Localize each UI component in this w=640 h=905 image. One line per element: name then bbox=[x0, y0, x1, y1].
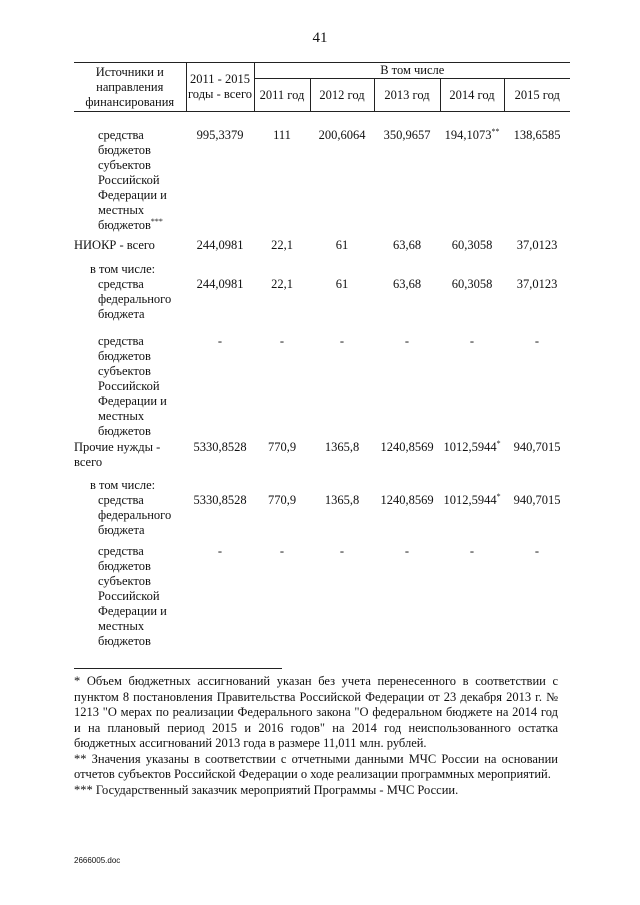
header-year-2015: 2015 год bbox=[504, 79, 570, 112]
table-row bbox=[74, 238, 570, 262]
header-year-2014: 2014 год bbox=[440, 79, 504, 112]
row-total: 995,3379 bbox=[196, 127, 244, 142]
footnote-divider bbox=[74, 668, 282, 669]
row-value-2013: 63,68 bbox=[392, 276, 422, 291]
row-value-2014: 60,3058 bbox=[451, 237, 493, 252]
row-value-2013: 63,68 bbox=[392, 237, 422, 252]
row-label: Прочие нужды - всего bbox=[74, 439, 161, 469]
page-number: 41 bbox=[312, 30, 328, 46]
row-label: в том числе: средства федерального бюджета bbox=[74, 478, 186, 544]
table-row bbox=[74, 544, 570, 649]
table-row bbox=[74, 334, 570, 440]
row-label-prefix: в том числе: bbox=[90, 261, 156, 276]
row-label: средства бюджетов субъектов Российской Федерации и местных бюджетов bbox=[98, 333, 167, 438]
row-value-2012: - bbox=[339, 543, 345, 558]
table-row bbox=[74, 128, 570, 238]
row-total: 244,0981 bbox=[196, 276, 244, 291]
row-value-2015: - bbox=[534, 333, 540, 348]
row-value-2014: - bbox=[469, 333, 475, 348]
row-value-2014: 60,3058 bbox=[451, 276, 493, 291]
row-value-2013: - bbox=[404, 333, 410, 348]
row-value-2014: 1012,5944* bbox=[443, 491, 501, 507]
row-value-2015: - bbox=[534, 543, 540, 558]
row-value-2011: 770,9 bbox=[267, 439, 297, 454]
row-value-2014: 194,1073** bbox=[444, 126, 500, 142]
row-value-2015: 138,6585 bbox=[513, 127, 561, 142]
row-value-2015: 940,7015 bbox=[513, 492, 561, 507]
row-value-2011: 770,9 bbox=[267, 492, 297, 507]
row-label: НИОКР - всего bbox=[74, 237, 155, 252]
header-year-2012: 2012 год bbox=[310, 79, 374, 112]
document-code: 2666005.doc bbox=[74, 856, 121, 865]
footnote-2: ** Значения указаны в соответствии с отчетными данными МЧС России на основании отчетов субъектов Российской Федерации о ходе реализации программных мероприятий. bbox=[74, 751, 558, 781]
row-value-2015: 940,7015 bbox=[513, 439, 561, 454]
header-source: Источники и направления финансирования bbox=[74, 63, 186, 112]
row-total: - bbox=[217, 333, 223, 348]
footnote-1: * Объем бюджетных ассигнований указан без учета перенесенного в соответствии с пунктом 8 постановления Правительства Российской Федерации от 23 декабря 2013 г. № 1213 "О мерах по реализации Федерального закона "О федеральном бюджете на 2014 год и на плановый период 2015 и 2016 годов" на 2014 год неиспользованного остатка бюджетных ассигнований 2013 года в размере 11,011 млн. рублей. bbox=[74, 674, 558, 750]
header-year-2011: 2011 год bbox=[254, 79, 310, 112]
row-value-2011: 111 bbox=[273, 127, 291, 142]
table-row bbox=[74, 478, 570, 544]
row-label: средства бюджетов субъектов Российской Федерации и местных бюджетов bbox=[98, 543, 167, 648]
row-value-2012: 200,6064 bbox=[318, 127, 366, 142]
row-value-2011: 22,1 bbox=[271, 276, 293, 291]
row-label: в том числе: средства федерального бюджета bbox=[74, 262, 186, 334]
footnotes bbox=[74, 674, 558, 798]
row-value-2014: 1012,5944* bbox=[443, 438, 501, 454]
row-value-2013: 1240,8569 bbox=[380, 492, 434, 507]
table-row bbox=[74, 440, 570, 478]
row-value-2013: - bbox=[404, 543, 410, 558]
row-total: 244,0981 bbox=[196, 237, 244, 252]
row-value-2013: 350,9657 bbox=[383, 127, 431, 142]
row-label-prefix: в том числе: bbox=[90, 477, 156, 492]
row-value-2012: - bbox=[339, 333, 345, 348]
row-value-2012: 61 bbox=[335, 237, 349, 252]
row-total: 5330,8528 bbox=[193, 492, 247, 507]
row-value-2012: 1365,8 bbox=[324, 439, 360, 454]
row-value-2014: - bbox=[469, 543, 475, 558]
row-value-2013: 1240,8569 bbox=[380, 439, 434, 454]
row-value-2012: 61 bbox=[335, 276, 349, 291]
row-label: средства бюджетов субъектов Российской Федерации и местных бюджетов*** bbox=[98, 127, 167, 232]
table-row bbox=[74, 262, 570, 334]
footnote-3: *** Государственный заказчик мероприятий Программы - МЧС России. bbox=[74, 782, 459, 797]
header-including: В том числе bbox=[254, 63, 570, 79]
header-year-2013: 2013 год bbox=[374, 79, 440, 112]
financing-table bbox=[74, 62, 570, 649]
header-total: 2011 - 2015 годы - всего bbox=[186, 63, 254, 112]
row-value-2015: 37,0123 bbox=[516, 237, 558, 252]
row-value-2012: 1365,8 bbox=[324, 492, 360, 507]
row-value-2015: 37,0123 bbox=[516, 276, 558, 291]
row-total: - bbox=[217, 543, 223, 558]
row-value-2011: 22,1 bbox=[271, 237, 293, 252]
row-value-2011: - bbox=[279, 333, 285, 348]
row-value-2011: - bbox=[279, 543, 285, 558]
row-total: 5330,8528 bbox=[193, 439, 247, 454]
